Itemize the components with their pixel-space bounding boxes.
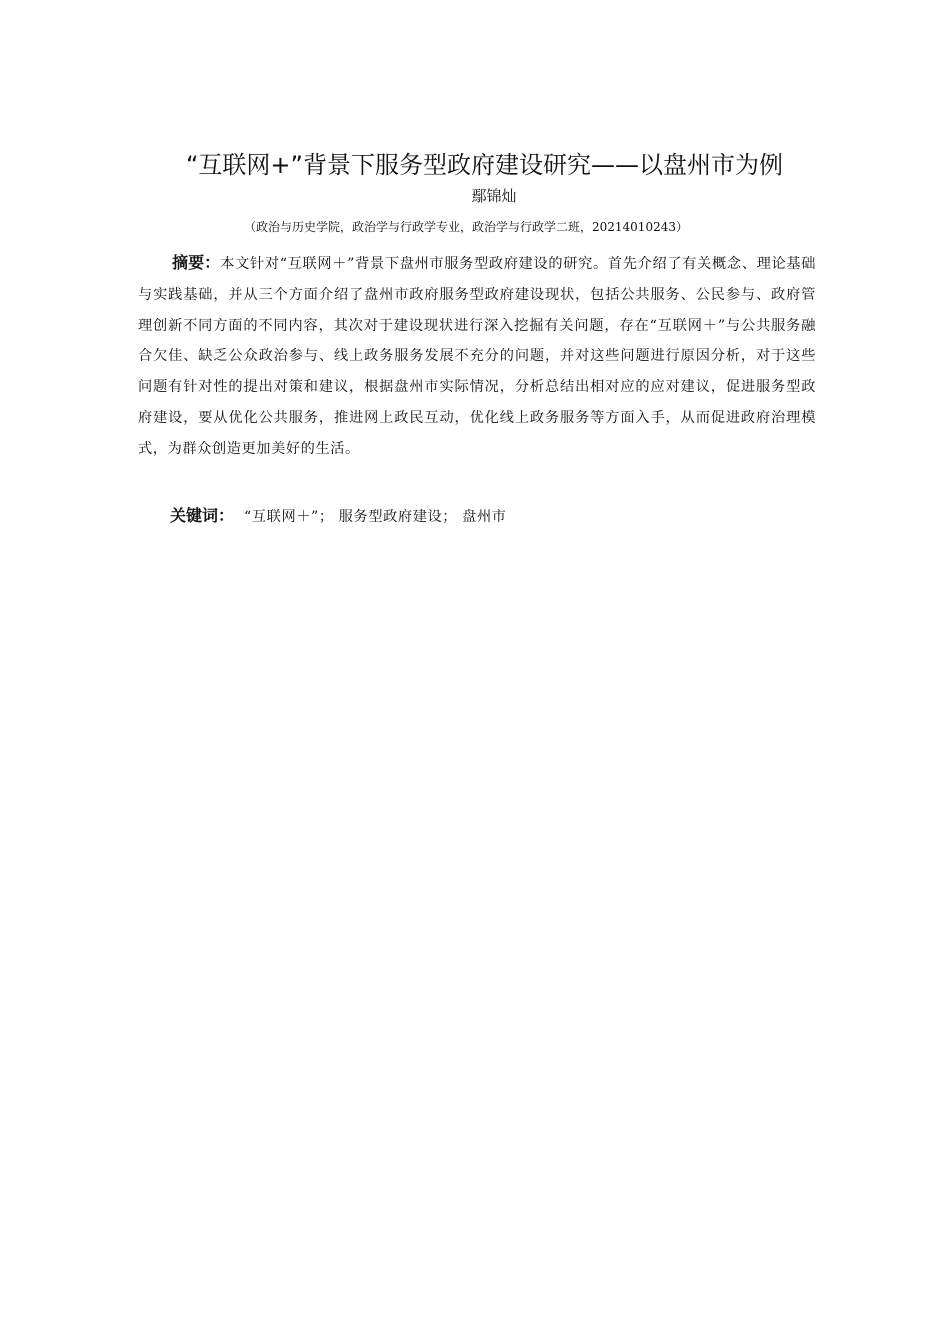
abstract-paragraph <box>138 248 816 465</box>
keywords-label: 关键词： <box>170 506 235 525</box>
paper-title: “互联网+”背景下服务型政府建设研究——以盘州市为例 <box>186 151 783 179</box>
keywords-text: “互联网＋”； 服务型政府建设； 盘州市 <box>244 509 507 525</box>
abstract-text: 本文针对“互联网＋”背景下盘州市服务型政府建设的研究。首先介绍了有关概念、理论基础与实践基础，并从三个方面介绍了盘州市政府服务型政府建设现状，包括公共服务、公民参与、政府管理创新不同方面的不同内容，其次对于建设现状进行深入挖掘有关问题，存在“互联网＋”与公共服务融合欠佳、缺乏公众政治参与、线上政务服务发展不充分的问题，并对这些问题进行原因分析，对于这些问题有针对性的提出对策和建议，根据盘州市实际情况，分析总结出相对应的应对建议，促进服务型政府建设，要从优化公共服务，推进网上政民互动，优化线上政务服务等方面入手，从而促进政府治理模式，为群众创造更加美好的生活。 <box>138 256 816 457</box>
keywords-line <box>170 503 810 530</box>
abstract-label: 摘要： <box>172 253 221 272</box>
author-affiliation: （政治与历史学院，政治学与行政学专业，政治学与行政学二班，20214010243） <box>244 220 688 234</box>
author-name: 鄢锦灿 <box>471 187 517 205</box>
